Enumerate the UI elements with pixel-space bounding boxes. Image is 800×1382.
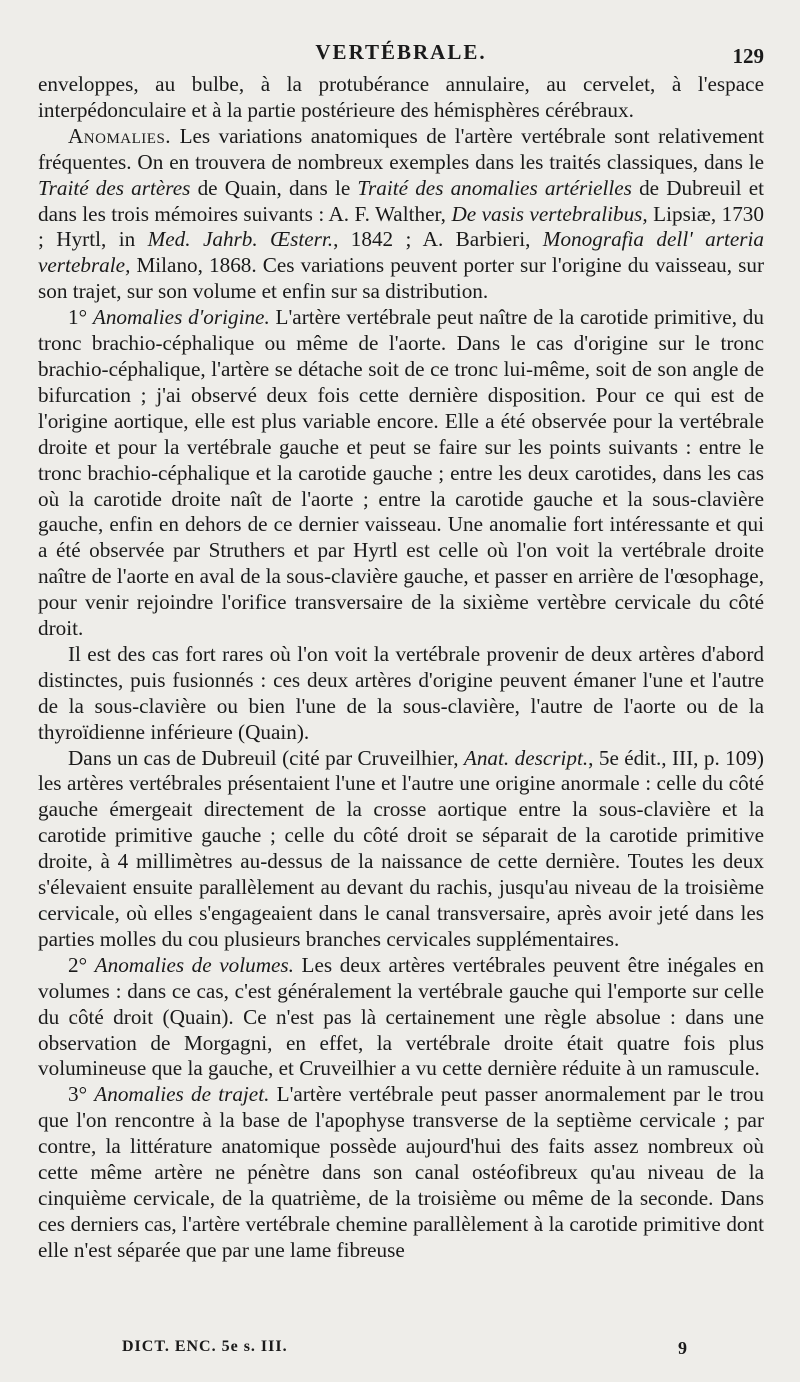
text-segment: , 5e édit., III, p. 109) les artères vertébrales présentaient l'une et l'autre une origine anormale : celle du côté gauche émergeait directement de la crosse aortique entre la sous-clavière et la carotide primitive gauche ; celle du côté droit se séparait de la carotide primitive droite, à 4 millimètres au-dessus de la naissance de cette dernière. Toutes les deux s'élevaient ensuite parallèlement au devant du rachis, jusqu'au niveau de la troisième cervicale, où elles s'engageaient dans le canal transversaire, après avoir jeté dans les parties molles du cou plusieurs branches cervicales supplémentaires. <box>38 745 764 951</box>
paragraph <box>38 953 764 1083</box>
italic-text: Monografia dell' arteria vertebrale, <box>38 227 764 278</box>
text-segment: L'artère vertébrale peut passer anormalement par le trou que l'on rencontre à la base de l'apophyse transverse de la septième cervicale ; par contre, la littérature anatomique possède aujourd'hui des faits assez nombreux où cette même artère ne pénètre dans son canal ostéofibreux qu'au niveau de la cinquième cervicale, de la quatrième, de la troisième ou même de la seconde. Dans ces derniers cas, l'artère vertébrale chemine parallèlement à la carotide primitive dont elle n'est séparée que par une lame fibreuse <box>38 1082 764 1262</box>
text-segment: Les deux artères vertébrales peuvent être inégales en volumes : dans ce cas, c'est généralement la vertébrale gauche qui l'emporte sur celle du côté droit (Quain). Ce n'est pas là certainement une règle absolue : dans une observation de Morgagni, en effet, la vertébrale droite était quatre fois plus volumineuse que la gauche, et Cruveilhier a vu cette dernière réduite à un ramuscule. <box>38 952 764 1081</box>
italic-text: Anat. descript. <box>463 745 589 770</box>
text-segment: L'artère vertébrale peut naître de la carotide primitive, du tronc brachio-céphalique ou même de l'aorte. Dans le cas d'origine sur le tronc brachio-céphalique, l'artère se détache soit de ce tronc lui-même, soit de son angle de bifurcation ; j'ai observé deux fois cette dernière disposition. Pour ce qui est de l'origine aortique, elle est plus variable encore. Elle a été observée pour la vertébrale droite et pour la vertébrale gauche et peut se faire sur les points suivants : entre le tronc brachio-céphalique et la carotide gauche ; entre les deux carotides, dans les cas où la carotide droite naît de l'aorte ; entre la carotide gauche et la sous-clavière gauche, enfin en dehors de ce dernier vaisseau. Une anomalie fort intéressante et qui a été observée par Struthers et par Hyrtl est celle où l'on voit la vertébrale droite naître de l'aorte en aval de la sous-clavière gauche, et passer en arrière de l'œsophage, pour venir rejoindre l'orifice transversaire de la sixième vertèbre cervicale du côté droit. <box>38 305 764 641</box>
section-heading: Anomalies. <box>68 123 172 148</box>
text-segment: 1° <box>68 305 93 330</box>
page-header <box>38 36 764 80</box>
text-segment: Lipsiæ, 1730 ; Hyrtl, in <box>38 201 764 252</box>
text-segment: , 1842 ; A. Barbieri, <box>333 227 543 252</box>
paragraph <box>38 305 764 642</box>
italic-text: Anomalies de volumes. <box>94 952 294 977</box>
text-segment: Il est des cas fort rares où l'on voit la vertébrale provenir de deux artères d'abord distinctes, puis fusionnés : ces deux artères d'origine peuvent émaner l'une et l'autre de la sous-clavière ou bien l'une de la sous-clavière, l'autre de l'aorte ou de la thyroïdienne inférieure (Quain). <box>38 641 764 744</box>
italic-text: Anomalies de trajet. <box>94 1082 270 1107</box>
text-segment: de Dubreuil et dans les trois mémoires suivants : A. F. Walther, <box>38 175 765 226</box>
printer-signature: DICT. ENC. 5e s. III. <box>122 1338 288 1355</box>
italic-text: Traité des anomalies artérielles <box>357 175 632 200</box>
running-title: VERTÉBRALE. <box>315 40 487 64</box>
article-body <box>38 72 764 1264</box>
page-number: 129 <box>732 44 764 68</box>
text-segment: 3° <box>68 1082 95 1107</box>
text-segment: de Quain, dans le <box>190 175 358 200</box>
text-segment: Milano, 1868. Ces variations peuvent porter sur l'origine du vaisseau, sur son trajet, sur son volume et enfin sur sa distribution. <box>38 253 764 304</box>
text-segment: 2° <box>68 952 95 977</box>
paragraph <box>38 124 764 305</box>
paragraph <box>38 746 764 953</box>
text-segment: Les variations anatomiques de l'artère vertébrale sont relativement fréquentes. On en trouvera de nombreux exemples dans les traités classiques, dans le <box>38 123 764 174</box>
italic-text: Med. Jahrb. Œsterr. <box>147 227 334 252</box>
text-segment: enveloppes, au bulbe, à la protubérance annulaire, au cervelet, à l'espace interpédonculaire et à la partie postérieure des hémisphères cérébraux. <box>38 72 764 122</box>
italic-text: Anomalies d'origine. <box>92 305 270 330</box>
paragraph <box>38 642 764 746</box>
italic-text: Traité des artères <box>38 175 191 200</box>
italic-text: De vasis vertebralibus, <box>451 201 648 226</box>
paragraph <box>38 1082 764 1263</box>
text-segment: Dans un cas de Dubreuil (cité par Cruveilhier, <box>68 745 464 770</box>
sheet-number: 9 <box>678 1338 688 1358</box>
